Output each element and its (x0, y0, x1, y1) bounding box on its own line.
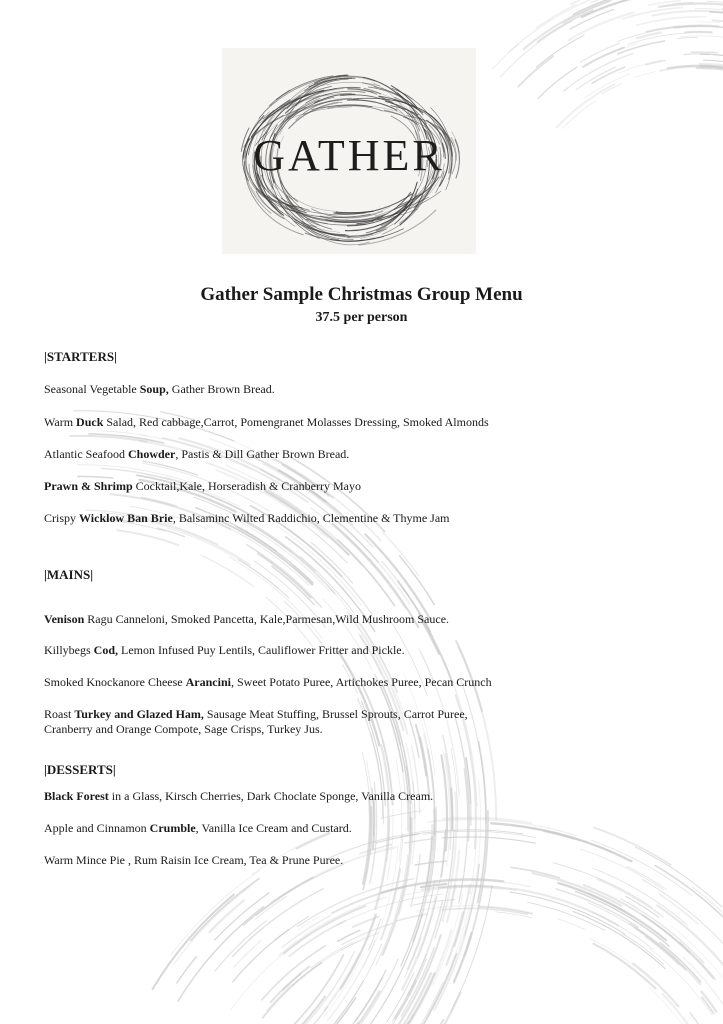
item-text: , Vanilla Ice Cream and Custard. (195, 821, 352, 835)
menu-item (44, 612, 684, 627)
item-text: Killybegs (44, 643, 94, 657)
menu-item (44, 707, 684, 737)
menu-item (44, 479, 684, 494)
item-text: Apple and Cinnamon (44, 821, 150, 835)
menu-item (44, 447, 684, 462)
menu-item (44, 789, 684, 804)
item-highlight: Chowder (127, 447, 176, 461)
item-text: in a Glass, Kirsch Cherries, Dark Choclate Sponge, Vanilla Cream. (108, 789, 434, 803)
section-heading-mains: |MAINS| (44, 567, 94, 582)
item-highlight: Turkey and Glazed Ham, (74, 707, 204, 721)
item-text: Smoked Knockanore Cheese (44, 675, 186, 689)
menu-price: 37.5 per person (315, 310, 408, 325)
item-text: , Balsaminc Wilted Raddichio, Clementine & Thyme Jam (172, 511, 450, 525)
item-highlight: Black Forest (44, 789, 109, 803)
item-highlight: Venison (44, 612, 85, 626)
logo-wordmark: GATHER (253, 131, 445, 180)
item-highlight: Soup, (139, 382, 169, 396)
item-highlight: Wicklow Ban Brie (79, 511, 173, 525)
item-highlight: Arancini (185, 675, 231, 689)
item-text: Gather Brown Bread. (168, 382, 275, 396)
item-text: Roast (44, 707, 75, 721)
item-text: Seasonal Vegetable (44, 382, 140, 396)
item-text: Salad, Red cabbage,Carrot, Pomengranet Molasses Dressing, Smoked Almonds (103, 415, 489, 429)
menu-item (44, 415, 684, 430)
item-text: , Sweet Potato Puree, Artichokes Puree, Pecan Crunch (230, 675, 492, 689)
item-highlight: Duck (76, 415, 104, 429)
item-highlight: Crumble (149, 821, 196, 835)
item-text: Cocktail,Kale, Horseradish & Cranberry Mayo (132, 479, 361, 493)
item-text: Sausage Meat Stuffing, Brussel Sprouts, Carrot Puree, (203, 707, 468, 721)
menu-item (44, 382, 684, 397)
item-text: Lemon Infused Puy Lentils, Cauliflower Fritter and Pickle. (118, 643, 405, 657)
menu-item (44, 675, 684, 690)
menu-item (44, 643, 684, 658)
menu-item (44, 821, 684, 836)
item-highlight: Cod, (93, 643, 119, 657)
item-text-line2: Cranberry and Orange Compote, Sage Crisps, Turkey Jus. (44, 722, 323, 736)
item-text: Warm Mince Pie , Rum Raisin Ice Cream, Tea & Prune Puree. (44, 853, 344, 867)
item-text: Crispy (44, 511, 80, 525)
section-heading-starters: |STARTERS| (44, 349, 117, 364)
menu-item (44, 853, 684, 868)
item-highlight: Prawn & Shrimp (44, 479, 133, 493)
item-text: Atlantic Seafood (44, 447, 128, 461)
item-text: , Pastis & Dill Gather Brown Bread. (175, 447, 350, 461)
item-text: Ragu Canneloni, Smoked Pancetta, Kale,Parmesan,Wild Mushroom Sauce. (84, 612, 450, 626)
section-heading-desserts: |DESSERTS| (44, 762, 116, 777)
item-text: Warm (44, 415, 77, 429)
menu-item (44, 511, 684, 526)
menu-title: Gather Sample Christmas Group Menu (200, 284, 523, 305)
